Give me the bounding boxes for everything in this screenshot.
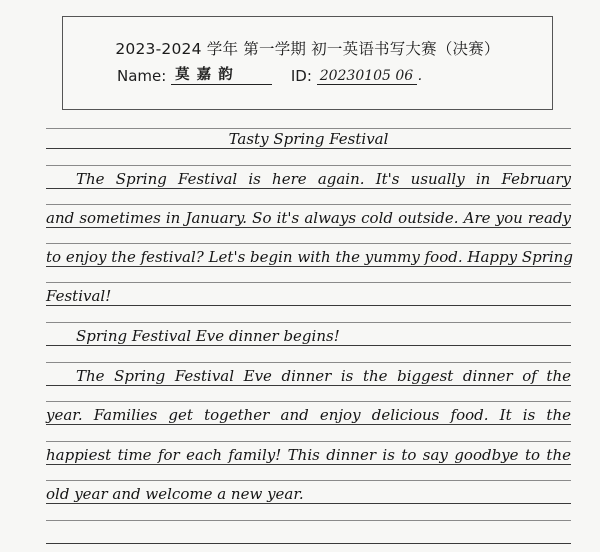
name-id-row [117,63,423,87]
essay-line: year. Families get together and enjoy delicious food. It is the [46,406,571,424]
rule-line [46,520,571,521]
rule-line [46,441,571,442]
rule-line [46,204,571,205]
id-label: ID: [290,67,312,85]
essay-line: The Spring Festival Eve dinner is the biggest dinner of the [76,367,571,385]
ruled-paper [46,126,571,552]
rule-line [46,282,571,283]
rule-line [46,165,571,166]
essay-line: The Spring Festival is here again. It's usually in February [76,170,571,188]
essay-line: Spring Festival Eve dinner begins! [76,327,340,345]
rule-line [46,362,571,363]
essay-line: to enjoy the festival? Let's begin with the yummy food. Happy Spring [46,248,573,266]
rule-line [46,543,571,544]
essay-title: Tasty Spring Festival [228,130,389,148]
essay-line: Festival! [46,287,112,305]
rule-line [46,480,571,481]
name-label: Name: [117,67,167,85]
essay-line: happiest time for each family! This dinner is to say goodbye to the [46,446,571,464]
contest-title: 2023-2024 学年 第一学期 初一英语书写大赛（决赛） [115,40,500,58]
rule-line [46,243,571,244]
essay-line: old year and welcome a new year. [46,485,304,503]
rule-line [46,401,571,402]
id-field: 20230105 06 . [317,68,417,85]
essay-line: and sometimes in January. So it's always cold outside. Are you ready [46,209,571,227]
rule-line [46,322,571,323]
name-field: 莫 嘉 韵 [171,63,272,85]
